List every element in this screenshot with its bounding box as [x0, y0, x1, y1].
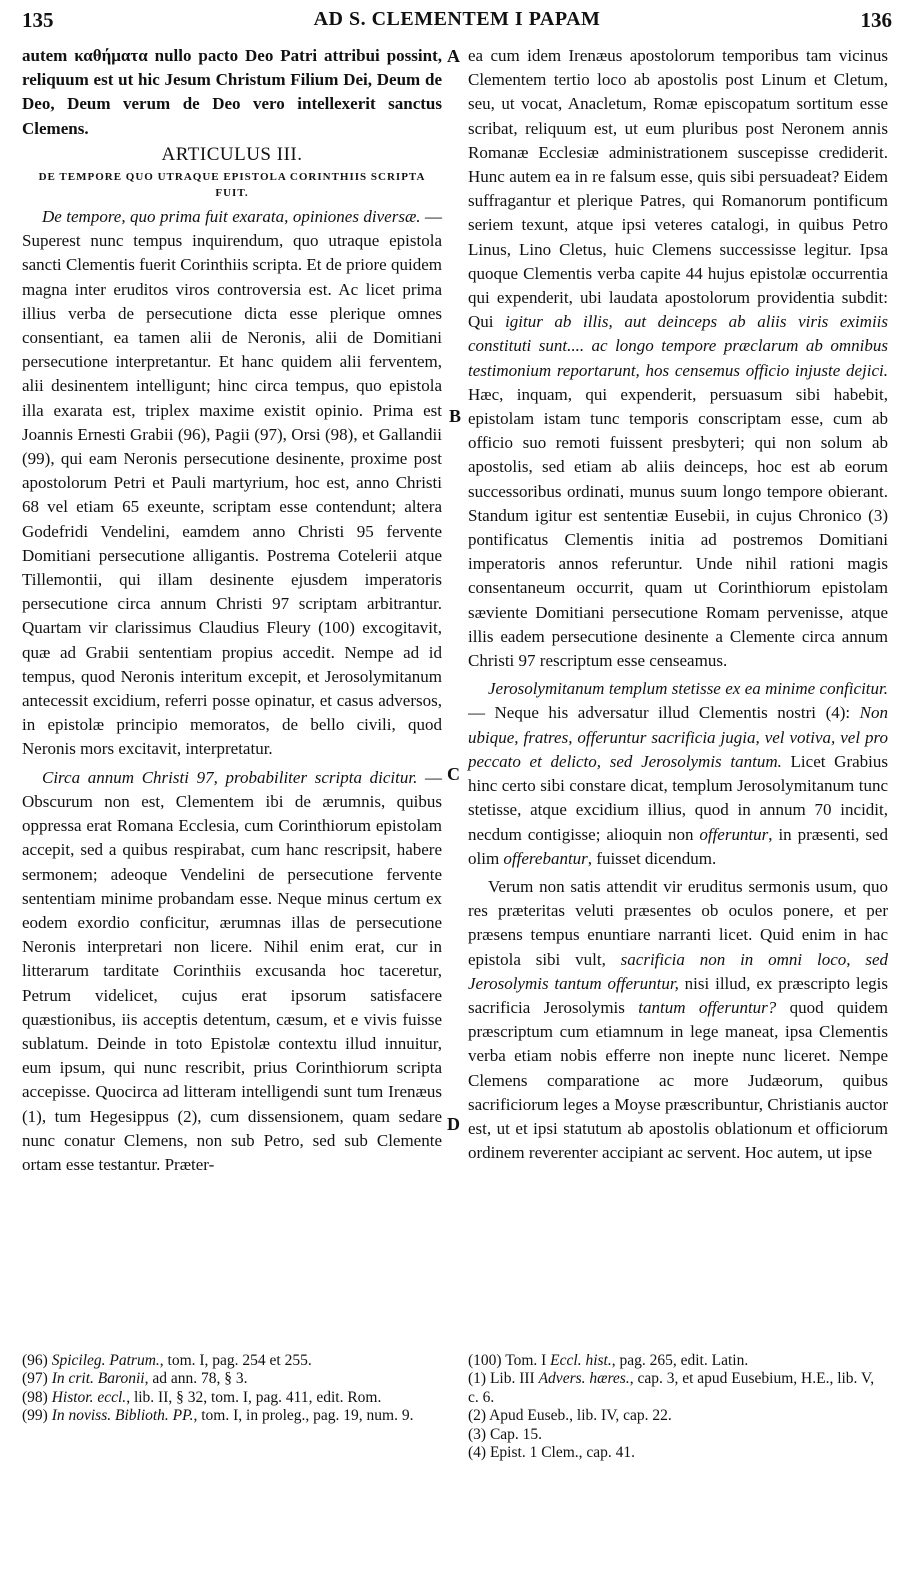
footnote-number: (98) — [22, 1388, 48, 1406]
article-subheading: DE TEMPORE QUO UTRAQUE EPISTOLA CORINTHIIS SCRIPTA FUIT. — [38, 171, 426, 200]
page-number-right: 136 — [860, 8, 892, 32]
footnote-detail: , ad ann. 78, § 3. — [144, 1370, 248, 1388]
left-column — [22, 44, 442, 1177]
footnote-source: Spicileg. Patrum. — [51, 1352, 160, 1369]
footnote-prefix: Apud Euseb., lib. IV, cap. 22. — [489, 1407, 672, 1425]
paragraph-body: , fuisset dicendum. — [587, 848, 717, 868]
paragraph-body: — Superest nunc tempus inquirendum, quo utraque epistola sancti Clementis fuerit Corinthiis scripta. Et de priore quidem magna inter eruditos viros controversia est. Ac licet prima illius verba de persecutione dicta esse plerique omnes consentiant, ea tamen alii de Neronis, alii de Domitiani persecutione interpretantur. Et hanc quidem alii ferventem, alii desinentem intelligunt; hinc circa tempus, quo epistola illa exarata est, triplex maxime existit opinio. Prima est Joannis Ernesti Grabii (96), Pagii (97), Orsi (98), et Gallandii (99), qui eam Neronis persecutione desinente, proxime post apostolorum Petri et Pauli martyrium, hoc est, anno Christi 68 vel etiam 65 exeunte, scriptam esse contendunt; altera Godefridi Vendelini, eamdem anno Christi 95 fervente Domitiani persecutione alligantis. Postrema Cotelerii atque Tillemontii, qui illam desinente ejusdem imperatoris persecutione circa annum Christi 97 scriptam arbitrantur. Quartam vir clarissimus Claudius Fleury (100) excogitavit, quæ ad Grabii sententiam propius accedit. Nempe ad id tempus, quod Neronis interitum excepit, et Jerosolymitanum antecessit excidium, referri posse opinatur, et casus adversos, in epistolæ principio memoratos, de bello civili, quod Neronis mors excitavit, interpretatur. — [22, 207, 443, 759]
paragraph-irenaeus — [468, 44, 888, 673]
paragraph-body: Verum non satis attendit vir eruditus sermonis usum, quo res præteritas veluti præsentes ob oculos ponere, et per præsens tempus enuntiare narranti licet. Quid enim in hac epistola sibi vult, — [468, 876, 888, 969]
footnote-source: Eccl. hist. — [550, 1352, 612, 1369]
footnote-detail: , tom. I, pag. 254 et 255. — [159, 1352, 312, 1369]
footnote — [22, 1352, 452, 1370]
footnote-number: (1) — [468, 1370, 487, 1388]
quotation: Non ubique, fratres, offeruntur sacrificia jugia, vel votiva, vel pro peccato et delicto, sed Jerosolymis tantum. — [468, 703, 888, 771]
footnote-detail: , lib. II, § 32, tom. I, pag. 411, edit. Rom. — [126, 1388, 382, 1406]
paragraph-lead: De tempore, quo prima fuit exarata, opiniones diversæ. — [42, 207, 421, 227]
paragraph-jerosolymitanum — [468, 677, 888, 871]
footnote-detail: , cap. 3, et apud Eusebium, H.E., lib. V, c. 6. — [468, 1370, 875, 1406]
page-number-left: 135 — [22, 8, 54, 32]
footnote-number: (99) — [22, 1407, 48, 1425]
quotation: sacrificia non in omni loco, sed Jerosolymis tantum offeruntur, — [468, 949, 888, 993]
paragraph-circa-annum — [22, 766, 442, 1177]
paragraph-body: Hæc, inquam, qui expenderit, persuasum sibi habebit, epistolam istam tunc temporis conscriptam esse, cum ab officio suo remoti fuissent presbyteri; qui non solum ab apostolis, sed etiam ab aliis deinceps, hoc est ab eorum successoribus ordinati, munus suum longo tempore obierant. Standum igitur est sententiæ Eusebii, in cujus Chronico (3) pontificatus Clementis initia ad postremos Domitiani imperatoris annos referuntur. Unde nihil rationi magis consentaneum occurrit, quam ut Corinthiorum epistolam sæviente Domitiani persecutione Romam pervenisse, atque illis eadem persecutione desinente a Clemente circa annum Christi 97 rescriptum esse censeamus. — [468, 384, 888, 671]
footnote — [468, 1444, 888, 1462]
paragraph-body: — Obscurum non est, Clementem ibi de ærumnis, quibus oppressa erat Romana Ecclesia, cum Corinthiorum epistolam accepit, sed a quibus respirabat, cum hanc rescripsit, habere sermonem; adeoque Vendelini de persecutione fervente sententiam minime probandam esse. Neque minus certum ex eodem exordio conficitur, ærumnas illas de persecutione Neronis interpretari non licere. Nihil enim erat, cur in litterarum tarditate Corinthiis excusanda hoc taceretur, Petrum videlicet, cujus erat ipsorum satisfacere quæstionibus, iis acceptis detentum, cæsum, et e vivis fuisse sublatum. Deinde in toto Epistolæ contextu illud innuitur, eum ipsum, qui nunc rescribit, prius Corinthiorum scripta accepisse. Quocirca ad litteram intelligendi sunt tum Irenæus (1), tum Hegesippus (2), cum dissensionem, quam sedare nunc conatur Clemens, non sub Petro, sed sub Clemente ortam esse testantur. Præter- — [22, 767, 442, 1174]
footnote-number: (100) — [468, 1352, 502, 1369]
running-header — [22, 8, 892, 38]
footnote-prefix: Tom. I — [505, 1352, 551, 1369]
paragraph-body: quod quidem præscriptum cum etiamnum in lege maneat, ipsa Clementis verba etiam nobis efferre non inepte nunc liceret. Nempe Clemens comparatione ac more Judæorum, quibus sacrificiorum leges a Moyse præscribuntur, Christianis auctor est, ut et ipsi statutum ab apostolis oblationum et officiorum ordinem reverenter accipiant ac servent. Hoc autem, ut ipse — [468, 997, 889, 1163]
paragraph-body: — Neque his adversatur illud Clementis nostri (4): — [468, 703, 860, 723]
footnote-number: (97) — [22, 1370, 48, 1388]
paragraph-body: Licet Grabius hinc certo sibi constare dicat, templum Jerosolymitanum tunc stetisse, atque excidium illius, quod in annum 70 incidit, necdum contigisse; alioquin non — [468, 751, 888, 844]
footnote — [468, 1370, 888, 1407]
quotation: offerebantur — [503, 848, 588, 868]
margin-marker-d: D — [447, 1114, 460, 1134]
footnote-detail: , tom. I, in proleg., pag. 19, num. 9. — [193, 1407, 414, 1425]
footnote-prefix: Lib. III — [489, 1370, 539, 1388]
margin-marker-b: B — [449, 406, 462, 426]
paragraph-de-tempore — [22, 205, 442, 762]
quotation: igitur ab illis, aut deinceps ab aliis viris eximiis constituti sunt.... ac longo tempore præclarum ab omnibus testimonium reportarunt, hos censemus officio injuste dejici. — [468, 312, 889, 380]
article-heading: ARTICULUS III. — [161, 143, 303, 165]
margin-marker-a: A — [447, 46, 460, 66]
paragraph-verum — [468, 875, 888, 1165]
footnote-source: Histor. eccl. — [51, 1388, 127, 1406]
footnote — [22, 1407, 452, 1425]
footnote-prefix: Epist. 1 Clem., cap. 41. — [489, 1444, 636, 1462]
footnote-number: (96) — [22, 1352, 48, 1369]
footnote — [22, 1370, 452, 1388]
footnote-source: In crit. Baronii — [51, 1370, 145, 1388]
footnotes-right — [468, 1352, 888, 1462]
footnote-detail: , pag. 265, edit. Latin. — [611, 1352, 749, 1369]
footnote-source: In noviss. Biblioth. PP. — [51, 1407, 194, 1425]
footnote-prefix: Cap. 15. — [489, 1425, 543, 1443]
footnote — [22, 1389, 452, 1407]
footnote-source: Advers. hæres. — [538, 1370, 630, 1388]
footnote — [468, 1426, 888, 1444]
footnote — [468, 1407, 888, 1425]
running-title: AD S. CLEMENTEM I PAPAM — [313, 8, 601, 30]
footnote-number: (2) — [468, 1407, 487, 1425]
footnote-number: (4) — [468, 1444, 487, 1462]
footnote — [468, 1352, 888, 1370]
quotation: tantum offeruntur? — [638, 997, 777, 1017]
quotation: offeruntur — [699, 824, 769, 844]
right-column — [468, 44, 888, 1165]
margin-marker-c: C — [447, 764, 460, 784]
paragraph-body: ea cum idem Irenæus apostolorum temporibus tam vicinus Clementem tertio loco ab apostolis post Linum et Cletum, seu, ut vocat, Anacletum, Romæ episcopatum sortitum esse scribat, reliquum est, ut eum pluribus post Neronem annis Romanæ Ecclesiæ administrationem suscepisse crediderit. Hunc autem ea in re falsum esse, quis sibi persuadeat? Eidem suffragantur et plerique Patres, qui Romanorum pontificum seriem texunt, atque ipsi veteres catalogi, in quibus Petro Linus, Lino Cletus, huic Clemens successisse legitur. Ipsa quoque Clementis verba capite 44 hujus epistolæ occurrentia qui expenderit, ubi laudata apostolorum providentia subdit: Qui — [468, 46, 888, 332]
opening-paragraph: autem καθήματα nullo pacto Deo Patri attribui possint, reliquum est ut hic Jesum Christum Filium Dei, Deum de Deo, Deum verum de Deo vero intellexerit sanctus Clemens. — [22, 46, 442, 138]
paragraph-lead: Circa annum Christi 97, probabiliter scripta dicitur. — [42, 767, 418, 787]
footnotes-left — [22, 1352, 452, 1426]
paragraph-lead: Jerosolymitanum templum stetisse ex ea minime conficitur. — [488, 679, 888, 699]
paragraph-body: , in præsenti, sed olim — [468, 824, 888, 868]
footnote-number: (3) — [468, 1425, 487, 1443]
paragraph-body: nisi illud, ex præscripto legis sacrificia Jerosolymis — [468, 973, 888, 1017]
